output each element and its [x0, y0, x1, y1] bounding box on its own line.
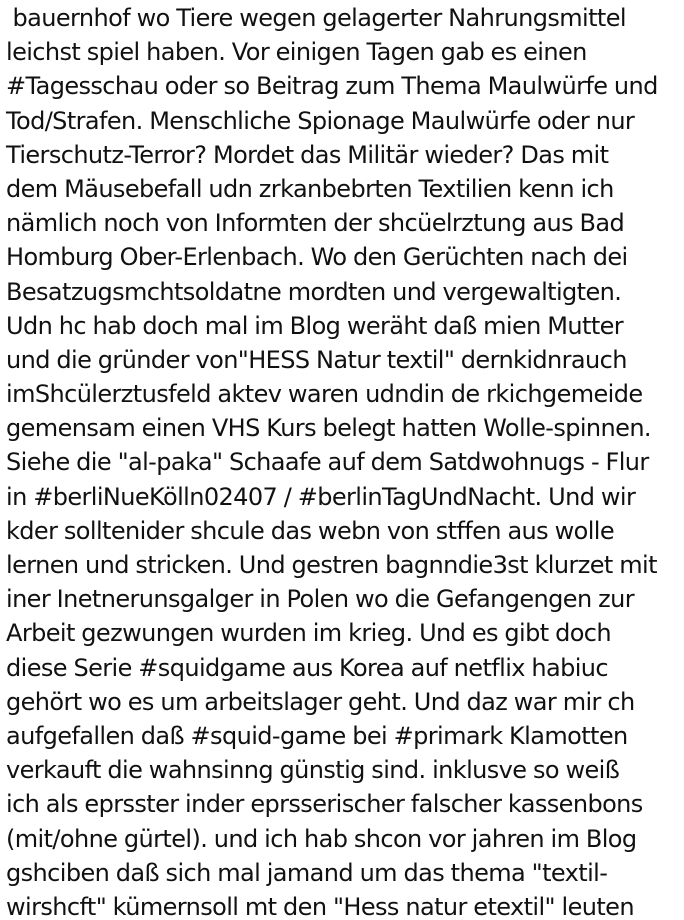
- text-line: gemensam einen VHS Kurs belegt hatten Wolle-spinnen.: [6, 414, 651, 443]
- text-line: (mit/ohne gürtel). und ich hab shcon vor jahren im Blog: [6, 824, 637, 853]
- text-line: #Tagesschau oder so Beitrag zum Thema Maulwürfe und: [6, 72, 658, 101]
- text-line: Siehe die "al-paka" Schaafe auf dem Satdwohnugs - Flur: [6, 448, 649, 477]
- text-line: dem Mäusebefall udn zrkanbebrten Textilien kenn ich: [6, 174, 614, 203]
- document-text: [6, 1, 682, 920]
- text-line: iner Inetnerunsgalger in Polen wo die Gefangengen zur: [6, 585, 634, 614]
- text-line: Tierschutz-Terror? Mordet das Militär wieder? Das mit: [6, 140, 609, 169]
- text-line: Homburg Ober-Erlenbach. Wo den Gerüchten nach dei: [6, 243, 628, 272]
- text-line: gshciben daß sich mal jamand um das thema "textil-: [6, 858, 608, 887]
- text-line: gehört wo es um arbeitslager geht. Und daz war mir ch: [6, 687, 635, 716]
- text-line: aufgefallen daß #squid-game bei #primark Klamotten: [6, 721, 628, 750]
- text-line: in #berliNueKölln02407 / #berlinTagUndNacht. Und wir: [6, 482, 636, 511]
- text-line: und die gründer von"HESS Natur textil" dernkidnrauch: [6, 345, 627, 374]
- text-line: Tod/Strafen. Menschliche Spionage Maulwürfe oder nur: [6, 106, 635, 135]
- text-line: Arbeit gezwungen wurden im krieg. Und es gibt doch: [6, 619, 612, 648]
- text-line: Udn hc hab doch mal im Blog weräht daß mien Mutter: [6, 311, 624, 340]
- text-line: leichst spiel haben. Vor einigen Tagen gab es einen: [6, 38, 587, 67]
- text-line: nämlich noch von Informten der shcüelrztung aus Bad: [6, 209, 625, 238]
- text-line: imShcülerztusfeld aktev waren udndin de rkichgemeide: [6, 380, 643, 409]
- text-line: lernen und stricken. Und gestren bagnndie3st klurzet mit: [6, 551, 657, 579]
- text-line: wirshcft" kümernsoll mt den "Hess natur etextil" leuten: [6, 892, 634, 920]
- text-line: kder solltenider shcule das webn von stffen aus wolle: [6, 516, 615, 545]
- text-line: diese Serie #squidgame aus Korea auf netflix habiuc: [6, 653, 609, 682]
- text-line: bauernhof wo Tiere wegen gelagerter Nahrungsmittel: [6, 4, 626, 32]
- text-line: ich als eprsster inder eprsserischer falscher kassenbons: [6, 790, 643, 819]
- text-line: verkauft die wahnsinng günstig sind. inklusve so weiß: [6, 756, 620, 785]
- text-line: Besatzugsmchtsoldatne mordten und vergewaltigten.: [6, 277, 622, 306]
